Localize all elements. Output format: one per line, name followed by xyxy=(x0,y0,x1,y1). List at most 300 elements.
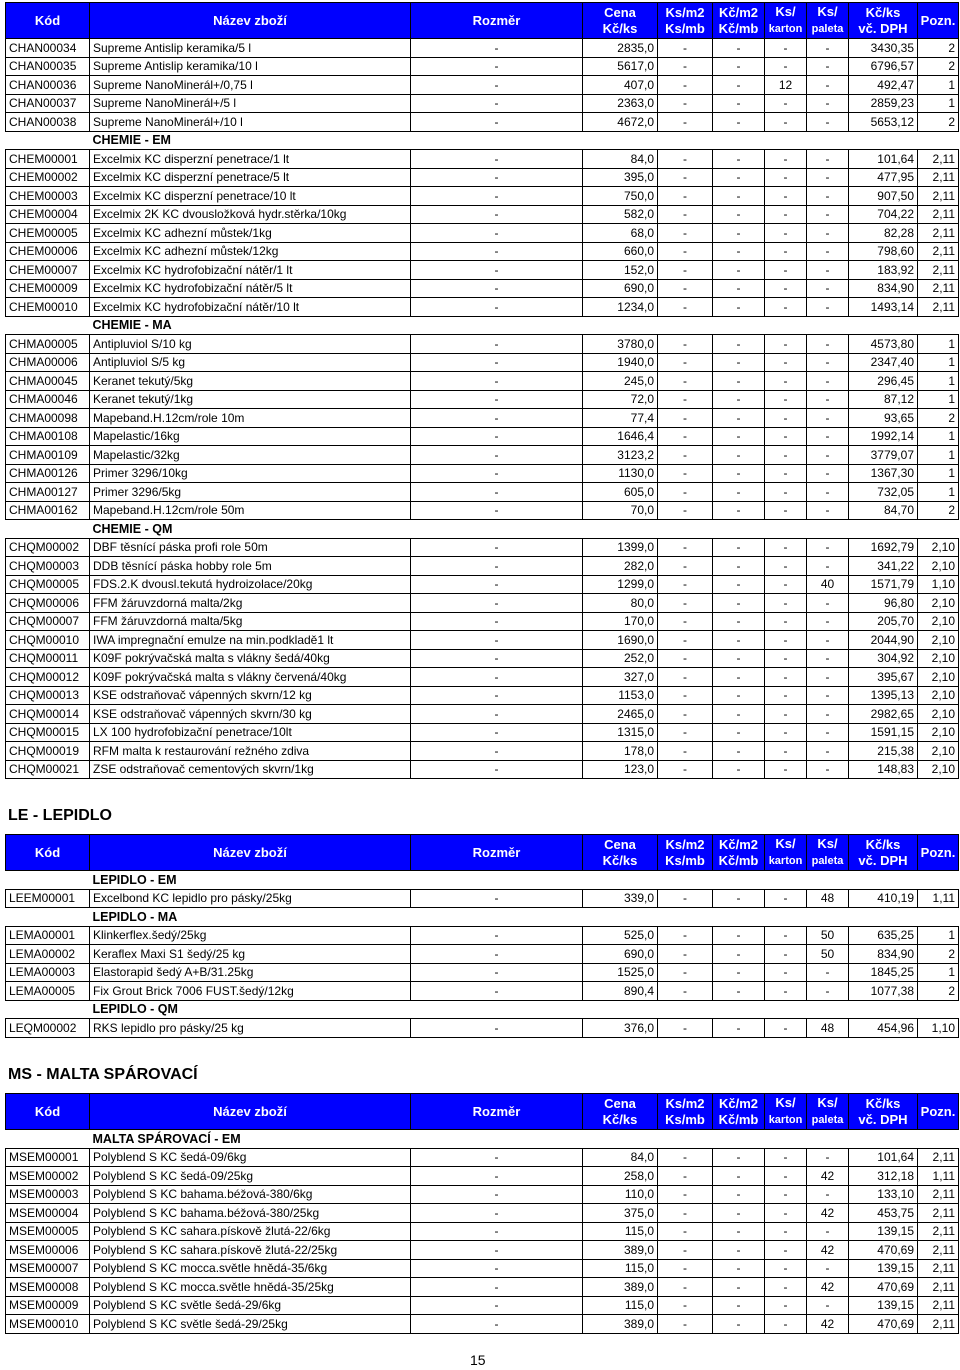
table-row xyxy=(6,982,959,1001)
cell-kc-m2: - xyxy=(713,113,765,132)
cell-ks-paleta: - xyxy=(807,390,849,409)
cell-cena: 115,0 xyxy=(583,1296,658,1315)
table-row xyxy=(6,501,959,520)
cell-cena: 1399,0 xyxy=(583,538,658,557)
table-row xyxy=(6,150,959,169)
cell-ks-paleta: - xyxy=(807,113,849,132)
cell-kod: CHAN00037 xyxy=(6,94,90,113)
group-name: CHEMIE - MA xyxy=(90,316,959,335)
cell-ks-m2: - xyxy=(658,963,713,982)
cell-nazev: Polyblend S KC bahama.béžová-380/25kg xyxy=(90,1204,411,1223)
cell-rozmer: - xyxy=(411,409,583,428)
cell-ks-paleta: - xyxy=(807,372,849,391)
cell-kc-m2: - xyxy=(713,187,765,206)
cell-rozmer: - xyxy=(411,668,583,687)
cell-ks-karton: - xyxy=(765,631,807,650)
header-kc-dph-line1: Kč/ks xyxy=(865,4,901,20)
header-rozmer xyxy=(411,835,583,871)
header-kc-m2-line2: Kč/mb xyxy=(718,852,759,868)
cell-ks-karton: - xyxy=(765,427,807,446)
cell-ks-paleta: - xyxy=(807,742,849,761)
table-row xyxy=(6,205,959,224)
cell-pozn: 2,11 xyxy=(918,1259,959,1278)
price-table-lepidlo xyxy=(5,834,959,1038)
cell-ks-m2: - xyxy=(658,409,713,428)
cell-kc-m2: - xyxy=(713,501,765,520)
cell-kc-m2: - xyxy=(713,242,765,261)
cell-ks-karton: - xyxy=(765,57,807,76)
cell-rozmer: - xyxy=(411,1278,583,1297)
cell-cena: 339,0 xyxy=(583,889,658,908)
cell-ks-karton: - xyxy=(765,261,807,280)
cell-ks-karton: - xyxy=(765,1148,807,1167)
header-pozn-line1: Pozn. xyxy=(920,12,956,28)
header-ks-m2 xyxy=(658,835,713,871)
cell-ks-paleta: 42 xyxy=(807,1278,849,1297)
cell-kc-dph: 341,22 xyxy=(849,557,918,576)
cell-kod: CHEM00001 xyxy=(6,150,90,169)
header-kc-m2-line2: Kč/mb xyxy=(718,1111,759,1127)
cell-pozn: 2,10 xyxy=(918,557,959,576)
cell-ks-karton: - xyxy=(765,557,807,576)
cell-pozn: 2,11 xyxy=(918,1148,959,1167)
header-rozmer xyxy=(411,1094,583,1130)
cell-kc-dph: 2044,90 xyxy=(849,631,918,650)
table-row xyxy=(6,612,959,631)
cell-ks-m2: - xyxy=(658,1167,713,1186)
cell-kc-dph: 3779,07 xyxy=(849,446,918,465)
cell-kc-m2: - xyxy=(713,1148,765,1167)
header-ks-m2-line1: Ks/m2 xyxy=(665,836,705,852)
cell-ks-karton: - xyxy=(765,205,807,224)
table-row xyxy=(6,390,959,409)
cell-pozn: 2,11 xyxy=(918,1296,959,1315)
cell-rozmer: - xyxy=(411,649,583,668)
cell-pozn: 2,10 xyxy=(918,631,959,650)
cell-cena: 376,0 xyxy=(583,1019,658,1038)
cell-nazev: DDB těsnící páska hobby role 5m xyxy=(90,557,411,576)
cell-ks-m2: - xyxy=(658,1204,713,1223)
cell-ks-m2: - xyxy=(658,1241,713,1260)
cell-kod: CHAN00034 xyxy=(6,39,90,58)
cell-ks-paleta: - xyxy=(807,1259,849,1278)
table-row xyxy=(6,723,959,742)
cell-ks-paleta: - xyxy=(807,39,849,58)
cell-kod: CHQM00014 xyxy=(6,705,90,724)
group-row xyxy=(6,520,959,539)
cell-kod: MSEM00001 xyxy=(6,1148,90,1167)
header-kc-dph xyxy=(849,835,918,871)
header-kc-m2-line1: Kč/m2 xyxy=(718,1095,759,1111)
group-spacer xyxy=(6,871,90,890)
cell-nazev: Excelmix KC disperzní penetrace/1 lt xyxy=(90,150,411,169)
cell-pozn: 1,11 xyxy=(918,889,959,908)
cell-ks-paleta: 42 xyxy=(807,1204,849,1223)
cell-kod: CHQM00005 xyxy=(6,575,90,594)
cell-ks-paleta: - xyxy=(807,483,849,502)
cell-kc-m2: - xyxy=(713,1204,765,1223)
cell-rozmer: - xyxy=(411,1019,583,1038)
header-pozn xyxy=(918,3,959,39)
cell-kc-dph: 834,90 xyxy=(849,279,918,298)
cell-nazev: Mapeband.H.12cm/role 50m xyxy=(90,501,411,520)
cell-kc-m2: - xyxy=(713,1259,765,1278)
cell-pozn: 1 xyxy=(918,963,959,982)
cell-pozn: 1 xyxy=(918,335,959,354)
cell-nazev: Supreme Antislip keramika/5 l xyxy=(90,39,411,58)
cell-kc-dph: 148,83 xyxy=(849,760,918,779)
cell-kod: CHEM00009 xyxy=(6,279,90,298)
table-row xyxy=(6,686,959,705)
cell-pozn: 2,11 xyxy=(918,1204,959,1223)
group-row xyxy=(6,871,959,890)
header-nazev-line1: Název zboží xyxy=(213,12,287,28)
cell-rozmer: - xyxy=(411,1167,583,1186)
cell-cena: 1940,0 xyxy=(583,353,658,372)
header-ks-karton-line2: karton xyxy=(768,1114,803,1126)
header-kc-m2-line1: Kč/m2 xyxy=(718,4,759,20)
cell-kc-m2: - xyxy=(713,631,765,650)
cell-rozmer: - xyxy=(411,168,583,187)
group-spacer xyxy=(6,131,90,150)
cell-ks-m2: - xyxy=(658,705,713,724)
cell-ks-paleta: - xyxy=(807,353,849,372)
cell-nazev: KSE odstraňovač vápenných skvrn/12 kg xyxy=(90,686,411,705)
cell-kc-m2: - xyxy=(713,39,765,58)
cell-nazev: Keranet tekutý/5kg xyxy=(90,372,411,391)
cell-cena: 2835,0 xyxy=(583,39,658,58)
header-ks-paleta-line2: paleta xyxy=(811,1114,844,1126)
cell-ks-m2: - xyxy=(658,686,713,705)
cell-pozn: 2,11 xyxy=(918,261,959,280)
cell-ks-paleta: - xyxy=(807,261,849,280)
cell-nazev: Klinkerflex.šedý/25kg xyxy=(90,926,411,945)
cell-kod: CHQM00015 xyxy=(6,723,90,742)
header-ks-m2-line1: Ks/m2 xyxy=(665,1095,705,1111)
cell-ks-karton: 12 xyxy=(765,76,807,95)
header-rozmer-line1: Rozměr xyxy=(472,1103,521,1119)
cell-pozn: 2,11 xyxy=(918,168,959,187)
cell-ks-m2: - xyxy=(658,1296,713,1315)
cell-ks-m2: - xyxy=(658,501,713,520)
table-row xyxy=(6,279,959,298)
cell-cena: 525,0 xyxy=(583,926,658,945)
header-rozmer xyxy=(411,3,583,39)
table-row xyxy=(6,1315,959,1334)
cell-ks-paleta: - xyxy=(807,963,849,982)
header-row xyxy=(6,3,959,39)
price-table-malta-sparovaci xyxy=(5,1093,959,1334)
group-name: CHEMIE - EM xyxy=(90,131,959,150)
table-row xyxy=(6,575,959,594)
cell-ks-karton: - xyxy=(765,982,807,1001)
cell-ks-m2: - xyxy=(658,464,713,483)
table-row xyxy=(6,1148,959,1167)
table-body xyxy=(6,1130,959,1334)
cell-ks-paleta: - xyxy=(807,335,849,354)
table-row xyxy=(6,1222,959,1241)
cell-cena: 327,0 xyxy=(583,668,658,687)
header-kod-line1: Kód xyxy=(34,1103,61,1119)
cell-ks-paleta: - xyxy=(807,538,849,557)
cell-ks-m2: - xyxy=(658,446,713,465)
cell-cena: 1299,0 xyxy=(583,575,658,594)
cell-ks-paleta: 48 xyxy=(807,1019,849,1038)
cell-ks-karton: - xyxy=(765,298,807,317)
cell-ks-karton: - xyxy=(765,501,807,520)
cell-cena: 389,0 xyxy=(583,1315,658,1334)
cell-kc-m2: - xyxy=(713,372,765,391)
cell-nazev: Keraflex Maxi S1 šedý/25 kg xyxy=(90,945,411,964)
header-cena-line1: Cena xyxy=(604,4,636,20)
cell-rozmer: - xyxy=(411,1259,583,1278)
cell-rozmer: - xyxy=(411,57,583,76)
cell-nazev: Excelmix KC hydrofobizační nátěr/10 lt xyxy=(90,298,411,317)
header-ks-paleta xyxy=(807,835,849,871)
group-spacer xyxy=(6,1130,90,1149)
table-row xyxy=(6,261,959,280)
cell-kod: CHMA00045 xyxy=(6,372,90,391)
cell-rozmer: - xyxy=(411,150,583,169)
table-row xyxy=(6,760,959,779)
table-body xyxy=(6,39,959,779)
table-row xyxy=(6,409,959,428)
cell-kc-m2: - xyxy=(713,538,765,557)
header-ks-paleta-line1: Ks/ xyxy=(817,1095,838,1110)
cell-kod: CHQM00002 xyxy=(6,538,90,557)
cell-ks-karton: - xyxy=(765,723,807,742)
table-row xyxy=(6,668,959,687)
table-row xyxy=(6,926,959,945)
cell-kod: CHQM00006 xyxy=(6,594,90,613)
cell-cena: 84,0 xyxy=(583,1148,658,1167)
header-kc-m2-line1: Kč/m2 xyxy=(718,836,759,852)
cell-cena: 389,0 xyxy=(583,1241,658,1260)
cell-rozmer: - xyxy=(411,298,583,317)
group-row xyxy=(6,908,959,927)
cell-ks-m2: - xyxy=(658,390,713,409)
cell-kc-dph: 6796,57 xyxy=(849,57,918,76)
group-name: LEPIDLO - EM xyxy=(90,871,959,890)
cell-ks-karton: - xyxy=(765,353,807,372)
cell-ks-karton: - xyxy=(765,945,807,964)
cell-kc-m2: - xyxy=(713,1222,765,1241)
cell-rozmer: - xyxy=(411,1148,583,1167)
cell-ks-m2: - xyxy=(658,926,713,945)
cell-kc-m2: - xyxy=(713,446,765,465)
cell-ks-m2: - xyxy=(658,168,713,187)
header-kc-dph-line1: Kč/ks xyxy=(865,1095,901,1111)
cell-nazev: Excelmix KC adhezní můstek/1kg xyxy=(90,224,411,243)
cell-ks-paleta: - xyxy=(807,94,849,113)
cell-rozmer: - xyxy=(411,723,583,742)
cell-ks-m2: - xyxy=(658,668,713,687)
cell-cena: 70,0 xyxy=(583,501,658,520)
cell-kc-m2: - xyxy=(713,1167,765,1186)
cell-nazev: Excelmix KC adhezní můstek/12kg xyxy=(90,242,411,261)
cell-ks-paleta: - xyxy=(807,279,849,298)
header-nazev xyxy=(90,835,411,871)
cell-ks-karton: - xyxy=(765,649,807,668)
cell-kc-m2: - xyxy=(713,575,765,594)
table-row xyxy=(6,464,959,483)
table-row xyxy=(6,649,959,668)
cell-kc-dph: 1571,79 xyxy=(849,575,918,594)
cell-rozmer: - xyxy=(411,353,583,372)
cell-kc-dph: 732,05 xyxy=(849,483,918,502)
cell-kc-m2: - xyxy=(713,594,765,613)
cell-nazev: Antipluviol S/5 kg xyxy=(90,353,411,372)
table-row xyxy=(6,1241,959,1260)
cell-kc-dph: 454,96 xyxy=(849,1019,918,1038)
cell-nazev: Mapelastic/32kg xyxy=(90,446,411,465)
cell-ks-karton: - xyxy=(765,150,807,169)
header-ks-paleta-line1: Ks/ xyxy=(817,4,838,19)
cell-kod: CHMA00006 xyxy=(6,353,90,372)
cell-nazev: Primer 3296/10kg xyxy=(90,464,411,483)
cell-kc-dph: 205,70 xyxy=(849,612,918,631)
cell-ks-m2: - xyxy=(658,1185,713,1204)
cell-ks-m2: - xyxy=(658,723,713,742)
cell-rozmer: - xyxy=(411,1222,583,1241)
section-title-malta-sparovaci: MS - MALTA SPÁROVACÍ xyxy=(8,1066,198,1083)
cell-ks-karton: - xyxy=(765,1204,807,1223)
cell-ks-m2: - xyxy=(658,483,713,502)
cell-kc-dph: 1992,14 xyxy=(849,427,918,446)
cell-nazev: Polyblend S KC bahama.béžová-380/6kg xyxy=(90,1185,411,1204)
cell-ks-paleta: - xyxy=(807,1185,849,1204)
table-row xyxy=(6,594,959,613)
cell-rozmer: - xyxy=(411,612,583,631)
cell-pozn: 1,10 xyxy=(918,575,959,594)
cell-pozn: 2 xyxy=(918,982,959,1001)
cell-nazev: Polyblend S KC sahara.pískově žlutá-22/25kg xyxy=(90,1241,411,1260)
cell-rozmer: - xyxy=(411,501,583,520)
cell-ks-karton: - xyxy=(765,594,807,613)
header-ks-karton-line1: Ks/ xyxy=(775,1095,796,1110)
cell-kod: MSEM00006 xyxy=(6,1241,90,1260)
cell-pozn: 1 xyxy=(918,427,959,446)
cell-kc-dph: 304,92 xyxy=(849,649,918,668)
header-kod-line1: Kód xyxy=(34,844,61,860)
cell-kod: CHQM00013 xyxy=(6,686,90,705)
cell-rozmer: - xyxy=(411,390,583,409)
cell-nazev: ZSE odstraňovač cementových skvrn/1kg xyxy=(90,760,411,779)
cell-ks-paleta: - xyxy=(807,723,849,742)
cell-cena: 582,0 xyxy=(583,205,658,224)
cell-rozmer: - xyxy=(411,557,583,576)
cell-kc-dph: 477,95 xyxy=(849,168,918,187)
table-row xyxy=(6,76,959,95)
cell-ks-karton: - xyxy=(765,926,807,945)
cell-cena: 72,0 xyxy=(583,390,658,409)
table-row xyxy=(6,1259,959,1278)
cell-nazev: Excelmix KC disperzní penetrace/10 lt xyxy=(90,187,411,206)
cell-pozn: 2,11 xyxy=(918,1185,959,1204)
cell-kc-dph: 96,80 xyxy=(849,594,918,613)
group-row xyxy=(6,1130,959,1149)
cell-pozn: 2,11 xyxy=(918,224,959,243)
cell-rozmer: - xyxy=(411,464,583,483)
header-nazev-line1: Název zboží xyxy=(213,844,287,860)
cell-nazev: FFM žáruvzdorná malta/2kg xyxy=(90,594,411,613)
cell-kc-m2: - xyxy=(713,1315,765,1334)
cell-kod: LEMA00002 xyxy=(6,945,90,964)
cell-kc-dph: 2982,65 xyxy=(849,705,918,724)
cell-ks-karton: - xyxy=(765,889,807,908)
cell-nazev: Antipluviol S/10 kg xyxy=(90,335,411,354)
header-ks-m2 xyxy=(658,3,713,39)
cell-ks-karton: - xyxy=(765,1019,807,1038)
cell-kc-m2: - xyxy=(713,205,765,224)
group-spacer xyxy=(6,316,90,335)
cell-pozn: 2 xyxy=(918,113,959,132)
cell-ks-paleta: - xyxy=(807,668,849,687)
cell-rozmer: - xyxy=(411,224,583,243)
cell-kod: CHQM00011 xyxy=(6,649,90,668)
cell-cena: 252,0 xyxy=(583,649,658,668)
cell-kc-dph: 1077,38 xyxy=(849,982,918,1001)
cell-kc-m2: - xyxy=(713,298,765,317)
cell-nazev: Polyblend S KC šedá-09/25kg xyxy=(90,1167,411,1186)
cell-ks-paleta: - xyxy=(807,298,849,317)
table-row xyxy=(6,353,959,372)
cell-cena: 77,4 xyxy=(583,409,658,428)
cell-pozn: 2,10 xyxy=(918,742,959,761)
cell-pozn: 2,11 xyxy=(918,150,959,169)
header-ks-karton-line2: karton xyxy=(768,855,803,867)
cell-kc-dph: 133,10 xyxy=(849,1185,918,1204)
cell-nazev: Polyblend S KC světle šedá-29/25kg xyxy=(90,1315,411,1334)
cell-ks-paleta: 50 xyxy=(807,945,849,964)
cell-nazev: Polyblend S KC světle šedá-29/6kg xyxy=(90,1296,411,1315)
cell-cena: 84,0 xyxy=(583,150,658,169)
table-row xyxy=(6,705,959,724)
cell-ks-karton: - xyxy=(765,409,807,428)
table-row xyxy=(6,945,959,964)
cell-kc-dph: 101,64 xyxy=(849,150,918,169)
cell-kc-dph: 296,45 xyxy=(849,372,918,391)
header-cena xyxy=(583,3,658,39)
cell-kod: LEEM00001 xyxy=(6,889,90,908)
cell-nazev: Supreme NanoMinerál+/10 l xyxy=(90,113,411,132)
table-row xyxy=(6,742,959,761)
cell-pozn: 2 xyxy=(918,945,959,964)
cell-kc-dph: 3430,35 xyxy=(849,39,918,58)
cell-kc-dph: 470,69 xyxy=(849,1315,918,1334)
cell-ks-m2: - xyxy=(658,335,713,354)
cell-ks-karton: - xyxy=(765,612,807,631)
cell-cena: 170,0 xyxy=(583,612,658,631)
cell-kc-dph: 635,25 xyxy=(849,926,918,945)
cell-ks-m2: - xyxy=(658,538,713,557)
cell-kod: CHMA00162 xyxy=(6,501,90,520)
cell-rozmer: - xyxy=(411,39,583,58)
group-spacer xyxy=(6,1000,90,1019)
cell-cena: 660,0 xyxy=(583,242,658,261)
cell-kc-m2: - xyxy=(713,723,765,742)
cell-kod: MSEM00010 xyxy=(6,1315,90,1334)
table-row xyxy=(6,446,959,465)
cell-ks-m2: - xyxy=(658,76,713,95)
cell-ks-m2: - xyxy=(658,889,713,908)
cell-cena: 5617,0 xyxy=(583,57,658,76)
cell-nazev: KSE odstraňovač vápenných skvrn/30 kg xyxy=(90,705,411,724)
cell-ks-paleta: - xyxy=(807,594,849,613)
cell-pozn: 2 xyxy=(918,409,959,428)
cell-ks-karton: - xyxy=(765,187,807,206)
header-ks-paleta-line2: paleta xyxy=(811,855,844,867)
